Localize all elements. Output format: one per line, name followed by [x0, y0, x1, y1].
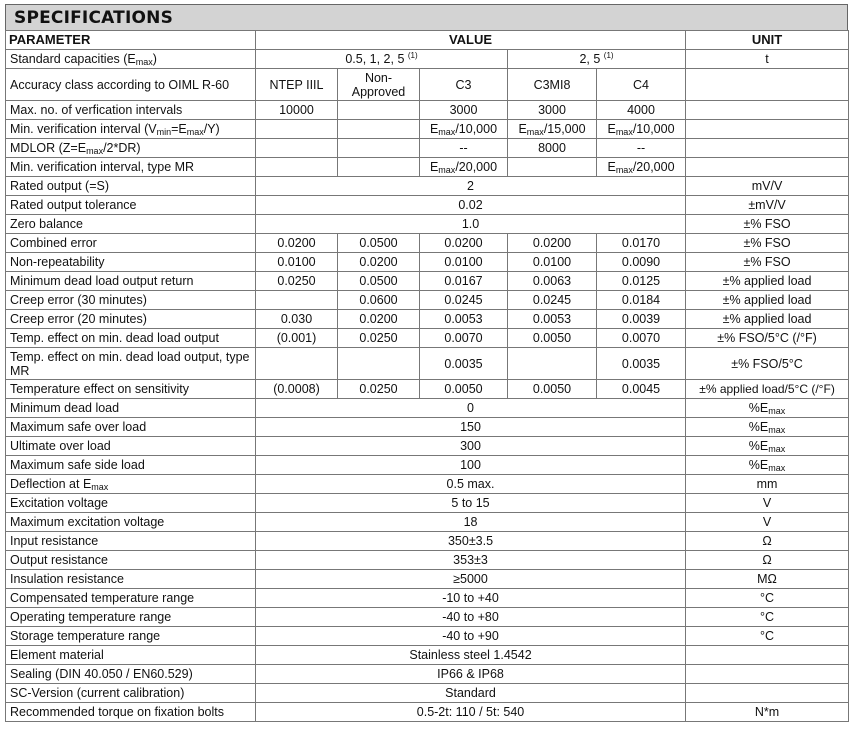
unit-cell	[686, 158, 849, 177]
row-label: Creep error (30 minutes)	[6, 291, 256, 310]
value-cell: 0.030	[256, 310, 338, 329]
value-cell	[256, 120, 338, 139]
unit-cell: ±% applied load	[686, 291, 849, 310]
value-cell: ≥5000	[256, 570, 686, 589]
value-cell: C3	[420, 69, 508, 101]
value-cell: (0.001)	[256, 329, 338, 348]
unit-cell	[686, 120, 849, 139]
specifications-panel	[5, 4, 848, 722]
value-cell: 0.0245	[420, 291, 508, 310]
row-label: Standard capacities $(E_{max})$	[6, 50, 256, 69]
section-title: SPECIFICATIONS	[5, 4, 848, 30]
value-cell: -40 to +90	[256, 627, 686, 646]
unit-cell: Ω	[686, 532, 849, 551]
table-row	[6, 215, 849, 234]
table-row	[6, 437, 849, 456]
unit-cell: V	[686, 513, 849, 532]
value-cell: -10 to +40	[256, 589, 686, 608]
value-cell: 0.0170	[597, 234, 686, 253]
value-cell	[508, 158, 597, 177]
table-row	[6, 69, 849, 101]
value-cell: 0.0053	[420, 310, 508, 329]
unit-cell: ±% FSO/5°C (/°F)	[686, 329, 849, 348]
table-row	[6, 684, 849, 703]
value-cell: C3MI8	[508, 69, 597, 101]
table-row	[6, 608, 849, 627]
value-cell: 0.0167	[420, 272, 508, 291]
table-row	[6, 551, 849, 570]
value-cell: 300	[256, 437, 686, 456]
value-cell: $E_{max}/15,000$	[508, 120, 597, 139]
value-cell: 0.0090	[597, 253, 686, 272]
footnote-marker: (1)	[407, 51, 418, 60]
value-cell: 0.02	[256, 196, 686, 215]
value-cell: 0.0184	[597, 291, 686, 310]
row-label: Min. verification interval $(V_{min}=E_{max}/Y)$	[6, 120, 256, 139]
value-cell: 0.0250	[256, 272, 338, 291]
unit-cell: MΩ	[686, 570, 849, 589]
unit-cell: ±% FSO/5°C	[686, 348, 849, 380]
value-cell: -40 to +80	[256, 608, 686, 627]
table-row	[6, 646, 849, 665]
unit-cell: $\%E_{max}$	[686, 456, 849, 475]
value-cell: NTEP IIIL	[256, 69, 338, 101]
value-cell: 0.5 max.	[256, 475, 686, 494]
value-cell: 0.0035	[420, 348, 508, 380]
value-cell: IP66 & IP68	[256, 665, 686, 684]
row-label: Rated output (=S)	[6, 177, 256, 196]
unit-cell: ±% applied load	[686, 310, 849, 329]
row-label: Operating temperature range	[6, 608, 256, 627]
unit-cell: V	[686, 494, 849, 513]
value-cell: 0.0039	[597, 310, 686, 329]
value-cell: 1.0	[256, 215, 686, 234]
unit-cell	[686, 139, 849, 158]
value-cell: 0.0200	[256, 234, 338, 253]
value-cell: 0.5-2t: 110 / 5t: 540	[256, 703, 686, 722]
table-row	[6, 627, 849, 646]
value-cell: 0.0070	[597, 329, 686, 348]
value-cell: 0.0250	[338, 329, 420, 348]
value-cell	[256, 291, 338, 310]
table-row	[6, 253, 849, 272]
value-cell: 2	[256, 177, 686, 196]
value-cell	[256, 348, 338, 380]
footnote-marker: (1)	[603, 51, 614, 60]
table-row	[6, 399, 849, 418]
value-cell	[338, 101, 420, 120]
table-row	[6, 234, 849, 253]
row-label: Temp. effect on min. dead load output	[6, 329, 256, 348]
value-cell: 0.0250	[338, 380, 420, 399]
table-row	[6, 513, 849, 532]
value-cell: 100	[256, 456, 686, 475]
unit-cell: t	[686, 50, 849, 69]
row-label: Max. no. of verfication intervals	[6, 101, 256, 120]
row-label: Deflection at $E_{max}$	[6, 475, 256, 494]
value-cell: 150	[256, 418, 686, 437]
table-row	[6, 475, 849, 494]
value-cell: 0.0050	[420, 380, 508, 399]
value-cell: 350±3.5	[256, 532, 686, 551]
unit-cell: $\%E_{max}$	[686, 399, 849, 418]
row-label: Storage temperature range	[6, 627, 256, 646]
value-cell: 0.0050	[508, 380, 597, 399]
row-label: Maximum excitation voltage	[6, 513, 256, 532]
row-label: Zero balance	[6, 215, 256, 234]
value-cell	[338, 348, 420, 380]
value-cell: (0.0008)	[256, 380, 338, 399]
row-label: Combined error	[6, 234, 256, 253]
row-label: Output resistance	[6, 551, 256, 570]
value-cell: 0.0200	[338, 253, 420, 272]
row-label: Ultimate over load	[6, 437, 256, 456]
header-row	[6, 31, 849, 50]
row-label: Sealing (DIN 40.050 / EN60.529)	[6, 665, 256, 684]
table-row	[6, 50, 849, 69]
value-cell: 5 to 15	[256, 494, 686, 513]
value-cell: 0.0200	[420, 234, 508, 253]
value-cell: 0.0045	[597, 380, 686, 399]
value-cell: $E_{max}/10,000$	[597, 120, 686, 139]
row-label: Rated output tolerance	[6, 196, 256, 215]
unit-cell: ±mV/V	[686, 196, 849, 215]
row-label: SC-Version (current calibration)	[6, 684, 256, 703]
value-cell: 0.0100	[508, 253, 597, 272]
value-cell: $E_{max}/10,000$	[420, 120, 508, 139]
value-cell: 0.0245	[508, 291, 597, 310]
value-cell: $E_{max}/20,000$	[420, 158, 508, 177]
unit-cell: mV/V	[686, 177, 849, 196]
value-cell: 0.0100	[420, 253, 508, 272]
unit-cell: Ω	[686, 551, 849, 570]
table-row	[6, 380, 849, 399]
value-cell: 0.0200	[338, 310, 420, 329]
value-cell: 3000	[420, 101, 508, 120]
table-row	[6, 196, 849, 215]
value-cell	[256, 158, 338, 177]
value-cell	[508, 348, 597, 380]
value-header: VALUE	[256, 31, 686, 50]
table-row	[6, 456, 849, 475]
row-label: Non-repeatability	[6, 253, 256, 272]
row-label: Insulation resistance	[6, 570, 256, 589]
table-row	[6, 589, 849, 608]
value-cell: 0.0500	[338, 272, 420, 291]
table-row	[6, 272, 849, 291]
unit-cell: ±% FSO	[686, 253, 849, 272]
value-cell: 4000	[597, 101, 686, 120]
value-cell: --	[420, 139, 508, 158]
unit-cell: $\%E_{max}$	[686, 437, 849, 456]
unit-cell: ±% FSO	[686, 234, 849, 253]
unit-cell: N*m	[686, 703, 849, 722]
unit-cell: ±% applied load	[686, 272, 849, 291]
value-cell: Non-Approved	[338, 69, 420, 101]
value-cell	[338, 158, 420, 177]
parameter-header: PARAMETER	[6, 31, 256, 50]
table-row	[6, 177, 849, 196]
unit-cell: $\%E_{max}$	[686, 418, 849, 437]
table-row	[6, 418, 849, 437]
row-label: Input resistance	[6, 532, 256, 551]
row-label: Minimum dead load	[6, 399, 256, 418]
row-label: Accuracy class according to OIML R-60	[6, 69, 256, 101]
table-row	[6, 703, 849, 722]
value-cell: $E_{max}/20,000$	[597, 158, 686, 177]
value-cell: C4	[597, 69, 686, 101]
table-row	[6, 532, 849, 551]
unit-header: UNIT	[686, 31, 849, 50]
value-cell: 0.0035	[597, 348, 686, 380]
value-cell: 8000	[508, 139, 597, 158]
unit-cell	[686, 69, 849, 101]
unit-cell	[686, 101, 849, 120]
value-cell	[338, 139, 420, 158]
unit-cell: °C	[686, 589, 849, 608]
table-row	[6, 291, 849, 310]
value-cell: Standard	[256, 684, 686, 703]
unit-cell: ±% applied load/5°C (/°F)	[686, 380, 849, 399]
table-row	[6, 570, 849, 589]
unit-cell	[686, 684, 849, 703]
value-cell: 0	[256, 399, 686, 418]
table-row	[6, 310, 849, 329]
value-cell: 0.0200	[508, 234, 597, 253]
value-cell: 0.0125	[597, 272, 686, 291]
value-cell: 3000	[508, 101, 597, 120]
unit-cell: ±% FSO	[686, 215, 849, 234]
value-cell: 0.0063	[508, 272, 597, 291]
value-cell: 0.5, 1, 2, 5 $^{(1)}$	[256, 50, 508, 69]
value-cell: 0.0600	[338, 291, 420, 310]
value-cell: 0.0050	[508, 329, 597, 348]
unit-cell: °C	[686, 627, 849, 646]
unit-cell: mm	[686, 475, 849, 494]
value-cell: 10000	[256, 101, 338, 120]
value-cell: 0.0500	[338, 234, 420, 253]
value-cell: 18	[256, 513, 686, 532]
row-label: Creep error (20 minutes)	[6, 310, 256, 329]
row-label: Maximum safe side load	[6, 456, 256, 475]
unit-cell: °C	[686, 608, 849, 627]
value-cell: 0.0053	[508, 310, 597, 329]
row-label: Element material	[6, 646, 256, 665]
table-row	[6, 348, 849, 380]
row-label: Excitation voltage	[6, 494, 256, 513]
table-row	[6, 120, 849, 139]
row-label: Temp. effect on min. dead load output, type MR	[6, 348, 256, 380]
row-label: MDLOR $(Z=E_{max}/2*DR)$	[6, 139, 256, 158]
table-row	[6, 494, 849, 513]
unit-cell	[686, 646, 849, 665]
row-label: Compensated temperature range	[6, 589, 256, 608]
specifications-table	[5, 30, 849, 722]
value-cell	[338, 120, 420, 139]
table-row	[6, 139, 849, 158]
value-cell	[256, 139, 338, 158]
unit-cell	[686, 665, 849, 684]
row-label: Temperature effect on sensitivity	[6, 380, 256, 399]
table-row	[6, 158, 849, 177]
row-label: Maximum safe over load	[6, 418, 256, 437]
value-cell: 0.0070	[420, 329, 508, 348]
value-cell: Stainless steel 1.4542	[256, 646, 686, 665]
value-cell: 0.0100	[256, 253, 338, 272]
table-row	[6, 329, 849, 348]
row-label: Min. verification interval, type MR	[6, 158, 256, 177]
row-label: Recommended torque on fixation bolts	[6, 703, 256, 722]
row-label: Minimum dead load output return	[6, 272, 256, 291]
value-cell: 353±3	[256, 551, 686, 570]
table-row	[6, 101, 849, 120]
table-row	[6, 665, 849, 684]
value-cell: --	[597, 139, 686, 158]
value-cell: 2, 5 $^{(1)}$	[508, 50, 686, 69]
